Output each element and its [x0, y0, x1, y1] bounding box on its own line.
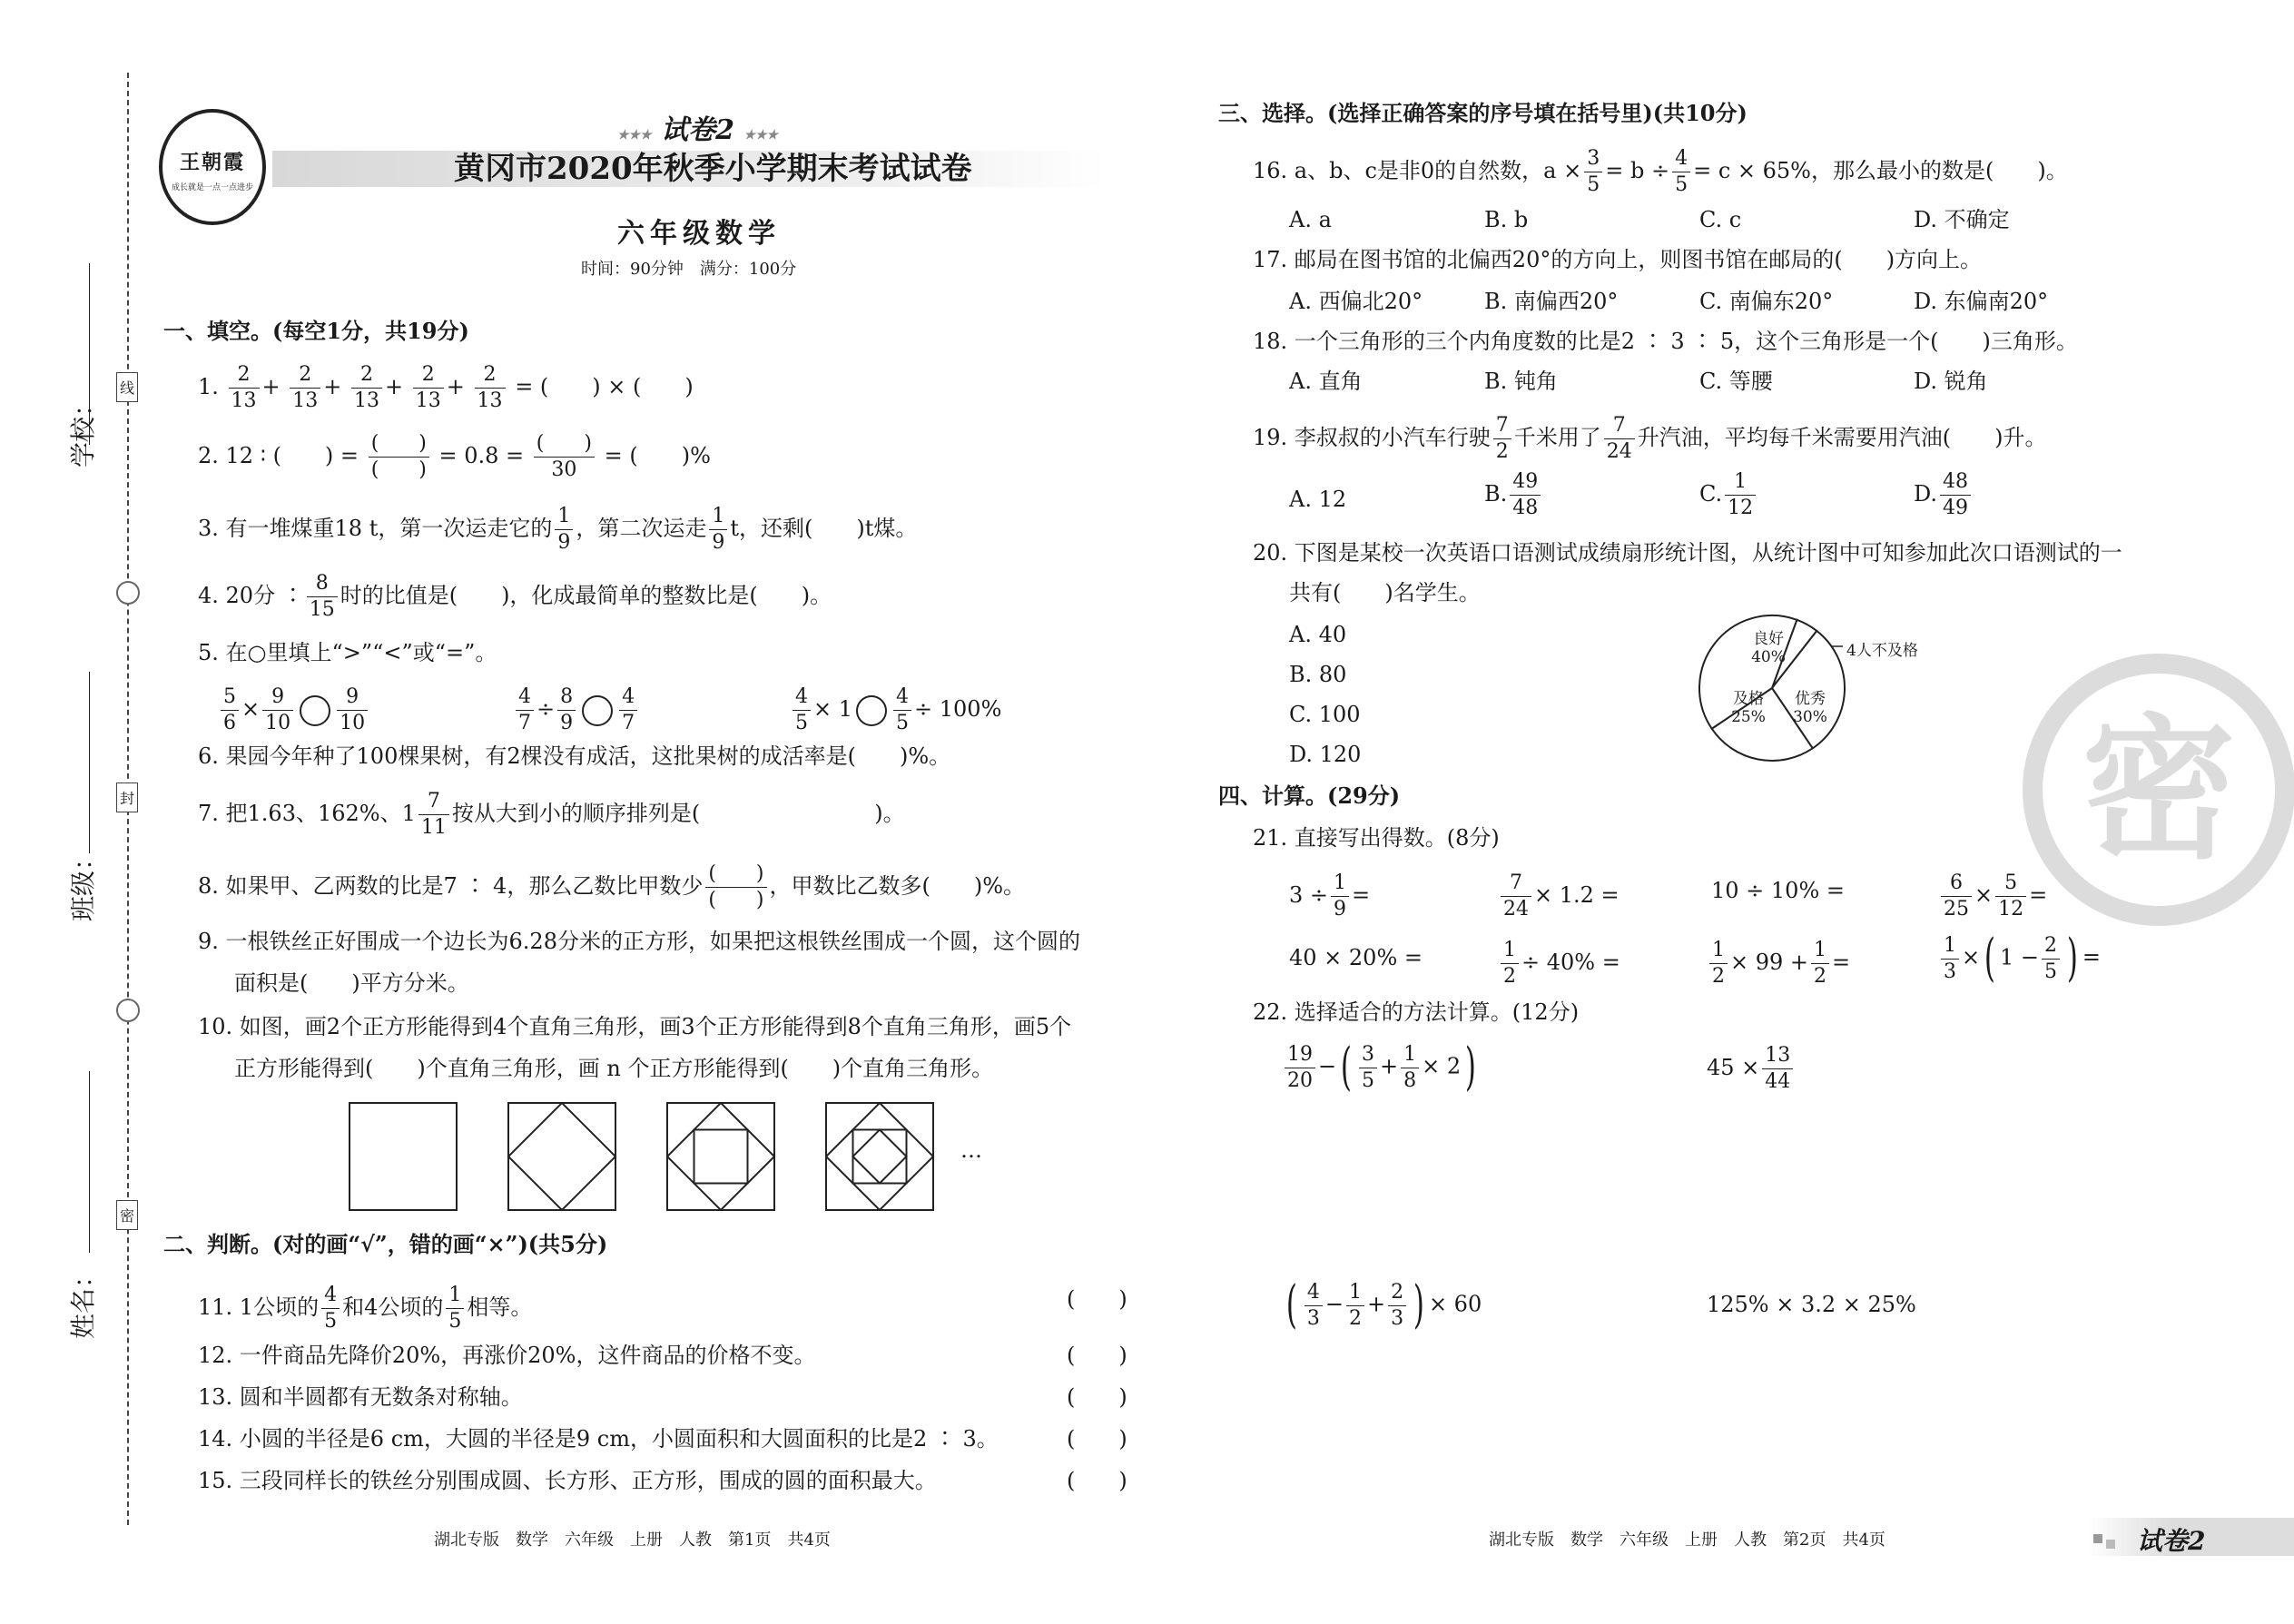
pie-chart — [1698, 610, 1943, 764]
star-icon: ★★★ — [743, 128, 779, 143]
exam-meta: 时间：90分钟 满分：100分 — [581, 260, 797, 279]
q8: 8. 如果甲、乙两数的比是7 ∶ 4，那么乙数比甲数少 ( ) ( ) ，甲数比乙数多( )%。 — [198, 862, 1026, 911]
answer-paren[interactable]: ( ) — [1067, 1286, 1127, 1312]
q21-b4: $\frac{1}{3}$ ×( 1 − $\frac{2}{5}$ ) = — [1938, 933, 2101, 984]
q22-expr-1: $\frac{19}{20}$ −( $\frac{3}{5}$ + $\frac{1}{8}$ × 2) — [1282, 1042, 1481, 1093]
q17-option-d[interactable]: D. 东偏南20° — [1914, 289, 2049, 314]
school-blank[interactable] — [89, 263, 90, 445]
pie-label-good: 良好 40% — [1751, 630, 1786, 666]
exam-title: 黄冈市2020年秋季小学期末考试试卷 — [454, 151, 972, 187]
q5-expr-1: $\frac{5}{6}$ × $\frac{9}{10}$ $\frac{9}{10}$ — [218, 687, 370, 733]
q7: 7. 把1.63、162%、1 $\frac{7}{11}$ 按从大到小的顺序排列是( )。 — [198, 790, 905, 839]
q19-option-c[interactable]: C. $\frac{1}{12}$ — [1699, 472, 1758, 518]
footer-right: 湖北专版 数学 六年级 上册 人教 第2页 共4页 — [1489, 1530, 1885, 1550]
q21-a3: 10 ÷ 10% = — [1711, 878, 1845, 903]
section-4-title: 四、计算。(29分) — [1218, 782, 1401, 809]
q21-b2: $\frac{1}{2}$ ÷ 40% = — [1498, 940, 1620, 987]
q9-line-1: 9. 一根铁丝正好围成一个边长为6.28分米的正方形，如果把这根铁丝围成一个圆，这个圆的 — [198, 929, 1080, 954]
q18-option-d[interactable]: D. 锐角 — [1914, 369, 1988, 394]
answer-paren[interactable]: ( ) — [1067, 1426, 1127, 1452]
q19-option-b[interactable]: B. $\frac{49}{48}$ — [1484, 472, 1543, 518]
footer-tag: 试卷2 — [2088, 1518, 2294, 1556]
section-2-title: 二、判断。(对的画“√”，错的画“×”)(共5分) — [163, 1231, 608, 1257]
q20-option-c[interactable]: C. 100 — [1289, 702, 1361, 727]
q16-option-a[interactable]: A. a — [1289, 207, 1332, 232]
q21-a4: $\frac{6}{25}$ × $\frac{5}{12}$ = — [1938, 873, 2047, 920]
name-label: 姓名： — [68, 1262, 98, 1339]
q19-option-a[interactable]: A. 12 — [1289, 487, 1347, 512]
section-3-title: 三、选择。(选择正确答案的序号填在括号里)(共10分) — [1218, 100, 1748, 126]
q16: 16. a、b、c是非0的自然数，a × $\frac{3}{5}$ = b ÷ $\frac{4}{5}$ = c × 65%，那么最小的数是( )。 — [1253, 147, 2068, 196]
footer-square-icon — [2106, 1540, 2115, 1549]
series-label: ★★★ 试卷2 ★★★ — [617, 114, 779, 146]
q21-b3: $\frac{1}{2}$ × 99 + $\frac{1}{2}$ = — [1707, 940, 1850, 987]
name-blank[interactable] — [89, 1071, 90, 1253]
q21-title: 21. 直接写出得数。(8分) — [1253, 825, 1500, 851]
q14: 14. 小圆的半径是6 cm，大圆的半径是9 cm，小圆面积和大圆面积的比是2 ∶ 3。 — [198, 1426, 999, 1452]
q10-ellipsis: … — [960, 1137, 982, 1163]
q18-option-c[interactable]: C. 等腰 — [1699, 369, 1773, 394]
q18-option-a[interactable]: A. 直角 — [1289, 369, 1363, 394]
binding-dot-icon — [116, 999, 140, 1022]
q20-option-b[interactable]: B. 80 — [1289, 662, 1347, 687]
mark-feng: 封 — [116, 782, 138, 812]
q17-option-a[interactable]: A. 西偏北20° — [1289, 289, 1423, 314]
answer-paren[interactable]: ( ) — [1067, 1343, 1127, 1368]
compare-circle[interactable] — [582, 695, 613, 726]
q4: 4. 20分 ∶ $\frac{8}{15}$ 时的比值是( )，化成最简单的整数比是( )。 — [198, 572, 832, 621]
q17-option-c[interactable]: C. 南偏东20° — [1699, 289, 1834, 314]
q16-option-b[interactable]: B. b — [1484, 207, 1529, 232]
pie-label-fail: 4人不及格 — [1846, 642, 1918, 660]
q10-squares-figure — [345, 1098, 999, 1216]
q17: 17. 邮局在图书馆的北偏西20°的方向上，则图书馆在邮局的( )方向上。 — [1253, 247, 1983, 272]
q18-option-b[interactable]: B. 钝角 — [1484, 369, 1558, 394]
section-1-title: 一、填空。(每空1分，共19分) — [163, 318, 469, 344]
q21-a1: 3 ÷ $\frac{1}{9}$ = — [1289, 871, 1371, 920]
class-blank[interactable] — [89, 672, 90, 853]
class-label: 班级： — [68, 844, 98, 921]
footer-left: 湖北专版 数学 六年级 上册 人教 第1页 共4页 — [434, 1530, 831, 1550]
q20-option-a[interactable]: A. 40 — [1289, 622, 1347, 647]
q1: 1. $\frac{2}{13}$ + $\frac{2}{13}$ + $\frac{2}{13}$ + $\frac{2}{13}$ + $\frac{2}{13}$ = ( ) × ( ) — [198, 363, 694, 412]
q21-b1: 40 × 20% = — [1289, 945, 1423, 970]
q10-line-1: 10. 如图，画2个正方形能得到4个直角三角形，画3个正方形能得到8个直角三角形，画5个 — [198, 1014, 1072, 1039]
subject-title: 六年级数学 — [617, 218, 781, 250]
binding-dot-icon — [116, 581, 140, 605]
pie-label-pass: 及格 25% — [1731, 690, 1766, 726]
pie-label-excellent: 优秀 30% — [1793, 690, 1827, 726]
q5-expr-3: $\frac{4}{5}$ × 1 $\frac{4}{5}$ ÷ 100% — [790, 687, 1001, 733]
q21-a2: $\frac{7}{24}$ × 1.2 = — [1498, 873, 1620, 920]
answer-paren[interactable]: ( ) — [1067, 1384, 1127, 1410]
q12: 12. 一件商品先降价20%，再涨价20%，这件商品的价格不变。 — [198, 1343, 816, 1368]
q13: 13. 圆和半圆都有无数条对称轴。 — [198, 1384, 523, 1410]
q16-option-d[interactable]: D. 不确定 — [1914, 207, 2010, 232]
mark-xian: 线 — [116, 372, 138, 402]
q16-option-c[interactable]: C. c — [1699, 207, 1742, 232]
q20-option-d[interactable]: D. 120 — [1289, 742, 1362, 767]
q19: 19. 李叔叔的小汽车行驶 $\frac{7}{2}$ 千米用了 $\frac{7}{24}$ 升汽油，平均每千米需要用汽油( )升。 — [1253, 414, 2047, 463]
q10-line-2: 正方形能得到( )个直角三角形，画 n 个正方形能得到( )个直角三角形。 — [234, 1056, 994, 1081]
q9-line-2: 面积是( )平方分米。 — [234, 970, 469, 996]
q15: 15. 三段同样长的铁丝分别围成圆、长方形、正方形，围成的圆的面积最大。 — [198, 1468, 937, 1493]
compare-circle[interactable] — [300, 695, 330, 726]
q3: 3. 有一堆煤重18 t，第一次运走它的 $\frac{1}{9}$ ，第二次运走 $\frac{1}{9}$ t，还剩( )t煤。 — [198, 505, 918, 554]
q22-expr-3: ( $\frac{4}{3}$ − $\frac{1}{2}$ + $\frac{2}{3}$ ) × 60 — [1285, 1275, 1482, 1334]
q20-line-2: 共有( )名学生。 — [1289, 580, 1481, 605]
q20-line-1: 20. 下图是某校一次英语口语测试成绩扇形统计图，从统计图中可知参加此次口语测试的一 — [1253, 540, 2122, 566]
q2: 2. 12 ∶ ( ) = ( ) ( ) = 0.8 = ( ) 30 = ( )% — [198, 432, 711, 481]
q18: 18. 一个三角形的三个内角度数的比是2 ∶ 3 ∶ 5，这个三角形是一个( )三角形。 — [1253, 329, 2078, 354]
q22-title: 22. 选择适合的方法计算。(12分) — [1253, 999, 1580, 1025]
school-label: 学校： — [68, 390, 98, 468]
star-icon: ★★★ — [617, 128, 652, 143]
q22-expr-4: 125% × 3.2 × 25% — [1707, 1292, 1916, 1317]
q22-expr-2: 45 × $\frac{13}{44}$ — [1707, 1046, 1796, 1092]
q11: 11. 1公顷的 $\frac{4}{5}$ 和4公顷的 $\frac{1}{5}$ 相等。 — [198, 1284, 533, 1333]
compare-circle[interactable] — [856, 695, 887, 726]
q5: 5. 在○里填上“>”“<”或“=”。 — [198, 640, 497, 665]
answer-paren[interactable]: ( ) — [1067, 1468, 1127, 1493]
footer-square-icon — [2093, 1534, 2102, 1543]
logo-badge-icon: 王朝霞 成长就是一点一点进步 — [159, 109, 266, 225]
q19-option-d[interactable]: D. $\frac{48}{49}$ — [1914, 472, 1974, 518]
q5-expr-2: $\frac{4}{7}$ ÷ $\frac{8}{9}$ $\frac{4}{7}$ — [513, 687, 640, 733]
mark-mi: 密 — [116, 1200, 138, 1230]
q6: 6. 果园今年种了100棵果树，有2棵没有成活，这批果树的成活率是( )%。 — [198, 743, 951, 769]
q17-option-b[interactable]: B. 南偏西20° — [1484, 289, 1619, 314]
confidential-stamp-icon: 密 — [2023, 654, 2294, 926]
